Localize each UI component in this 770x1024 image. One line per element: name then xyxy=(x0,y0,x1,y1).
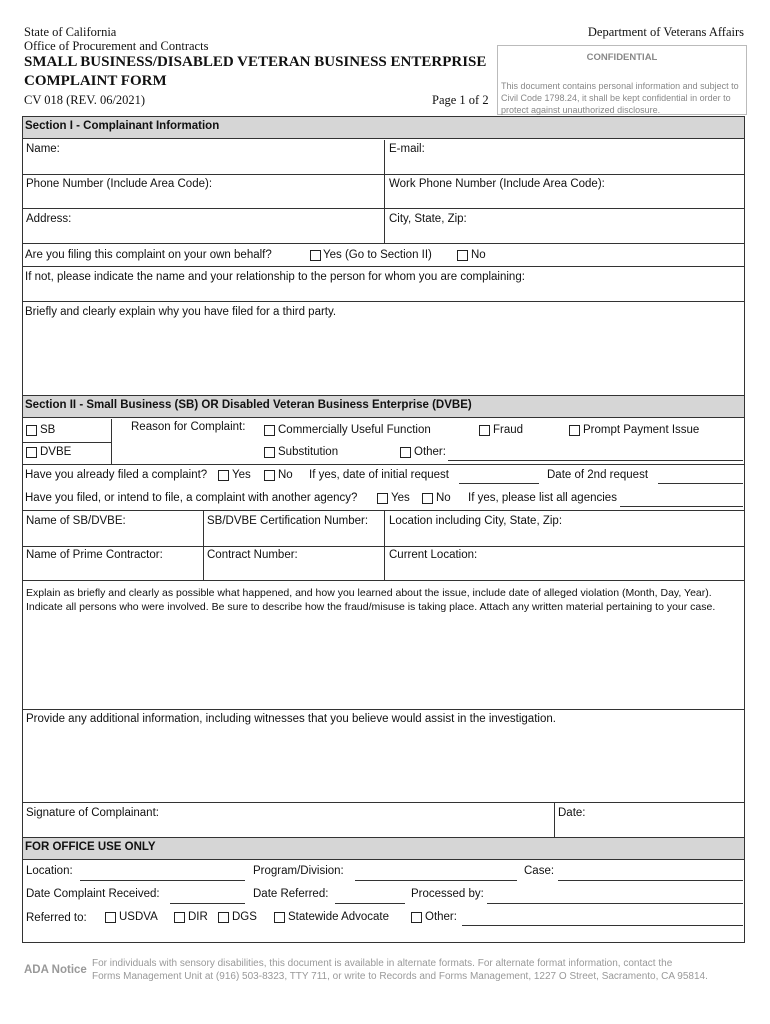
sb-dvbe-name-label: Name of SB/DVBE: xyxy=(26,515,126,527)
fraud-checkbox[interactable] xyxy=(479,425,490,436)
program-division-label: Program/Division: xyxy=(253,865,344,877)
current-location-label: Current Location: xyxy=(389,549,478,561)
additional-info-label: Provide any additional information, including witnesses that you believe would assist in the investigation. xyxy=(26,713,556,725)
list-agencies-label: If yes, please list all agencies xyxy=(468,492,617,504)
section2-header: Section II - Small Business (SB) OR Disabled Veteran Business Enterprise (DVBE) xyxy=(23,395,744,418)
work-phone-label: Work Phone Number (Include Area Code): xyxy=(389,178,605,190)
form-title-line2: COMPLAINT FORM xyxy=(24,73,167,89)
confidential-text: This document contains personal information and subject to Civil Code 1798.24, it shall be kept confidential in order to protect against unauthorized disclosure. xyxy=(501,81,739,115)
reason-label: Reason for Complaint: xyxy=(131,421,246,433)
case-label: Case: xyxy=(524,865,555,877)
state-name: State of California xyxy=(24,25,117,39)
prime-contractor-field[interactable] xyxy=(28,563,200,579)
cuf-label: Commercially Useful Function xyxy=(278,424,431,436)
third-party-explanation-label: Briefly and clearly explain why you have filed for a third party. xyxy=(25,306,337,318)
section1-header: Section I - Complainant Information xyxy=(23,116,744,139)
statewide-advocate-label: Statewide Advocate xyxy=(288,911,390,923)
reason-other-field[interactable] xyxy=(448,460,743,461)
signature-field[interactable] xyxy=(28,822,548,836)
dir-checkbox[interactable] xyxy=(174,912,185,923)
dir-label: DIR xyxy=(188,911,208,923)
prime-contractor-label: Name of Prime Contractor: xyxy=(26,549,163,561)
own-behalf-no-checkbox[interactable] xyxy=(457,250,468,261)
page-number: Page 1 of 2 xyxy=(432,93,489,107)
name-field[interactable] xyxy=(30,158,380,174)
referred-other-field[interactable] xyxy=(462,925,743,926)
reason-other-checkbox[interactable] xyxy=(400,447,411,458)
address-field[interactable] xyxy=(30,227,380,243)
city-state-zip-label: City, State, Zip: xyxy=(389,213,467,225)
processed-by-label: Processed by: xyxy=(411,888,484,900)
explain-instruction-1: Explain as briefly and clearly as possible what happened, and how you learned about the issue, include date of alleged violation (Month, Day, Year). xyxy=(26,587,712,599)
phone-label: Phone Number (Include Area Code): xyxy=(26,178,213,190)
program-division-field[interactable] xyxy=(355,880,517,881)
ada-notice-line2: Forms Management Unit at (916) 503-8323, TTY 711, or write to Records and Forms Management, 1227 O Street, Sacramento, CA 95814. xyxy=(92,971,708,982)
department-name: Department of Veterans Affairs xyxy=(587,25,744,39)
date-referred-field[interactable] xyxy=(335,903,405,904)
office-location-field[interactable] xyxy=(80,880,245,881)
own-behalf-yes-label: Yes (Go to Section II) xyxy=(323,249,432,261)
date-received-label: Date Complaint Received: xyxy=(26,888,160,900)
office-location-label: Location: xyxy=(26,865,73,877)
another-agency-question: Have you filed, or intend to file, a complaint with another agency? xyxy=(25,492,358,504)
prompt-payment-checkbox[interactable] xyxy=(569,425,580,436)
phone-field[interactable] xyxy=(30,193,380,209)
signature-date-field[interactable] xyxy=(560,822,740,836)
office-name: Office of Procurement and Contracts xyxy=(24,39,209,53)
address-label: Address: xyxy=(26,213,72,225)
reason-other-label: Other: xyxy=(414,446,446,458)
initial-request-label: If yes, date of initial request xyxy=(309,469,449,481)
fraud-label: Fraud xyxy=(493,424,524,436)
dgs-checkbox[interactable] xyxy=(218,912,229,923)
signature-date-label: Date: xyxy=(558,807,586,819)
email-field[interactable] xyxy=(392,158,742,174)
already-filed-no-checkbox[interactable] xyxy=(264,470,275,481)
dvbe-label: DVBE xyxy=(40,446,72,458)
usdva-label: USDVA xyxy=(119,911,158,923)
explanation-field[interactable] xyxy=(28,618,740,706)
current-location-field[interactable] xyxy=(391,563,741,579)
already-filed-yes-checkbox[interactable] xyxy=(218,470,229,481)
another-agency-no-checkbox[interactable] xyxy=(422,493,433,504)
third-party-explanation-field[interactable] xyxy=(30,322,740,392)
sb-label: SB xyxy=(40,424,56,436)
name-label: Name: xyxy=(26,143,60,155)
ada-notice-line1: For individuals with sensory disabilities, this document is available in alternate formats. For alternate format information, contact the xyxy=(92,958,673,969)
work-phone-field[interactable] xyxy=(392,193,742,209)
ada-notice-text xyxy=(92,957,742,983)
referred-other-label: Other: xyxy=(425,911,457,923)
sb-dvbe-name-field[interactable] xyxy=(28,530,200,546)
certification-number-field[interactable] xyxy=(209,530,381,546)
processed-by-field[interactable] xyxy=(487,903,743,904)
statewide-advocate-checkbox[interactable] xyxy=(274,912,285,923)
third-party-relationship-label: If not, please indicate the name and your relationship to the person for whom you are complaining: xyxy=(25,271,525,283)
already-filed-yes-label: Yes xyxy=(232,469,251,481)
date-received-field[interactable] xyxy=(170,903,245,904)
already-filed-no-label: No xyxy=(278,469,293,481)
another-agency-no-label: No xyxy=(436,492,451,504)
another-agency-yes-checkbox[interactable] xyxy=(377,493,388,504)
referred-other-checkbox[interactable] xyxy=(411,912,422,923)
substitution-checkbox[interactable] xyxy=(264,447,275,458)
confidential-title: CONFIDENTIAL xyxy=(586,52,658,63)
additional-info-field[interactable] xyxy=(28,730,740,800)
sb-checkbox[interactable] xyxy=(26,425,37,436)
substitution-label: Substitution xyxy=(278,446,339,458)
second-request-date-field[interactable] xyxy=(658,483,743,484)
own-behalf-yes-checkbox[interactable] xyxy=(310,250,321,261)
explain-instruction-2: Indicate all persons who were involved. Be sure to describe how the fraud/misuse is taking place. Attach any written material pertaining to your case. xyxy=(26,601,716,613)
contract-number-field[interactable] xyxy=(209,563,381,579)
ada-notice-label: ADA Notice xyxy=(24,964,87,976)
cuf-checkbox[interactable] xyxy=(264,425,275,436)
signature-label: Signature of Complainant: xyxy=(26,807,159,819)
date-referred-label: Date Referred: xyxy=(253,888,329,900)
dgs-label: DGS xyxy=(232,911,257,923)
another-agency-yes-label: Yes xyxy=(391,492,410,504)
case-field[interactable] xyxy=(558,880,743,881)
form-number: CV 018 (REV. 06/2021) xyxy=(24,93,146,107)
list-agencies-field[interactable] xyxy=(620,506,743,507)
office-use-header: FOR OFFICE USE ONLY xyxy=(23,837,744,860)
email-label: E-mail: xyxy=(389,143,425,155)
usdva-checkbox[interactable] xyxy=(105,912,116,923)
initial-request-date-field[interactable] xyxy=(459,483,539,484)
sb-location-field[interactable] xyxy=(391,530,741,546)
form-title-line1: SMALL BUSINESS/DISABLED VETERAN BUSINESS ENTERPRISE xyxy=(24,54,487,70)
second-request-label: Date of 2nd request xyxy=(547,469,649,481)
third-party-relationship-field[interactable] xyxy=(30,286,740,300)
prompt-payment-label: Prompt Payment Issue xyxy=(583,424,700,436)
city-state-zip-field[interactable] xyxy=(392,227,742,243)
own-behalf-question: Are you filing this complaint on your own behalf? xyxy=(25,249,272,261)
certification-number-label: SB/DVBE Certification Number: xyxy=(207,515,369,527)
contract-number-label: Contract Number: xyxy=(207,549,298,561)
dvbe-checkbox[interactable] xyxy=(26,447,37,458)
own-behalf-no-label: No xyxy=(471,249,486,261)
sb-location-label: Location including City, State, Zip: xyxy=(389,515,563,527)
already-filed-question: Have you already filed a complaint? xyxy=(25,469,208,481)
referred-to-label: Referred to: xyxy=(26,912,87,924)
confidential-box xyxy=(497,45,747,115)
